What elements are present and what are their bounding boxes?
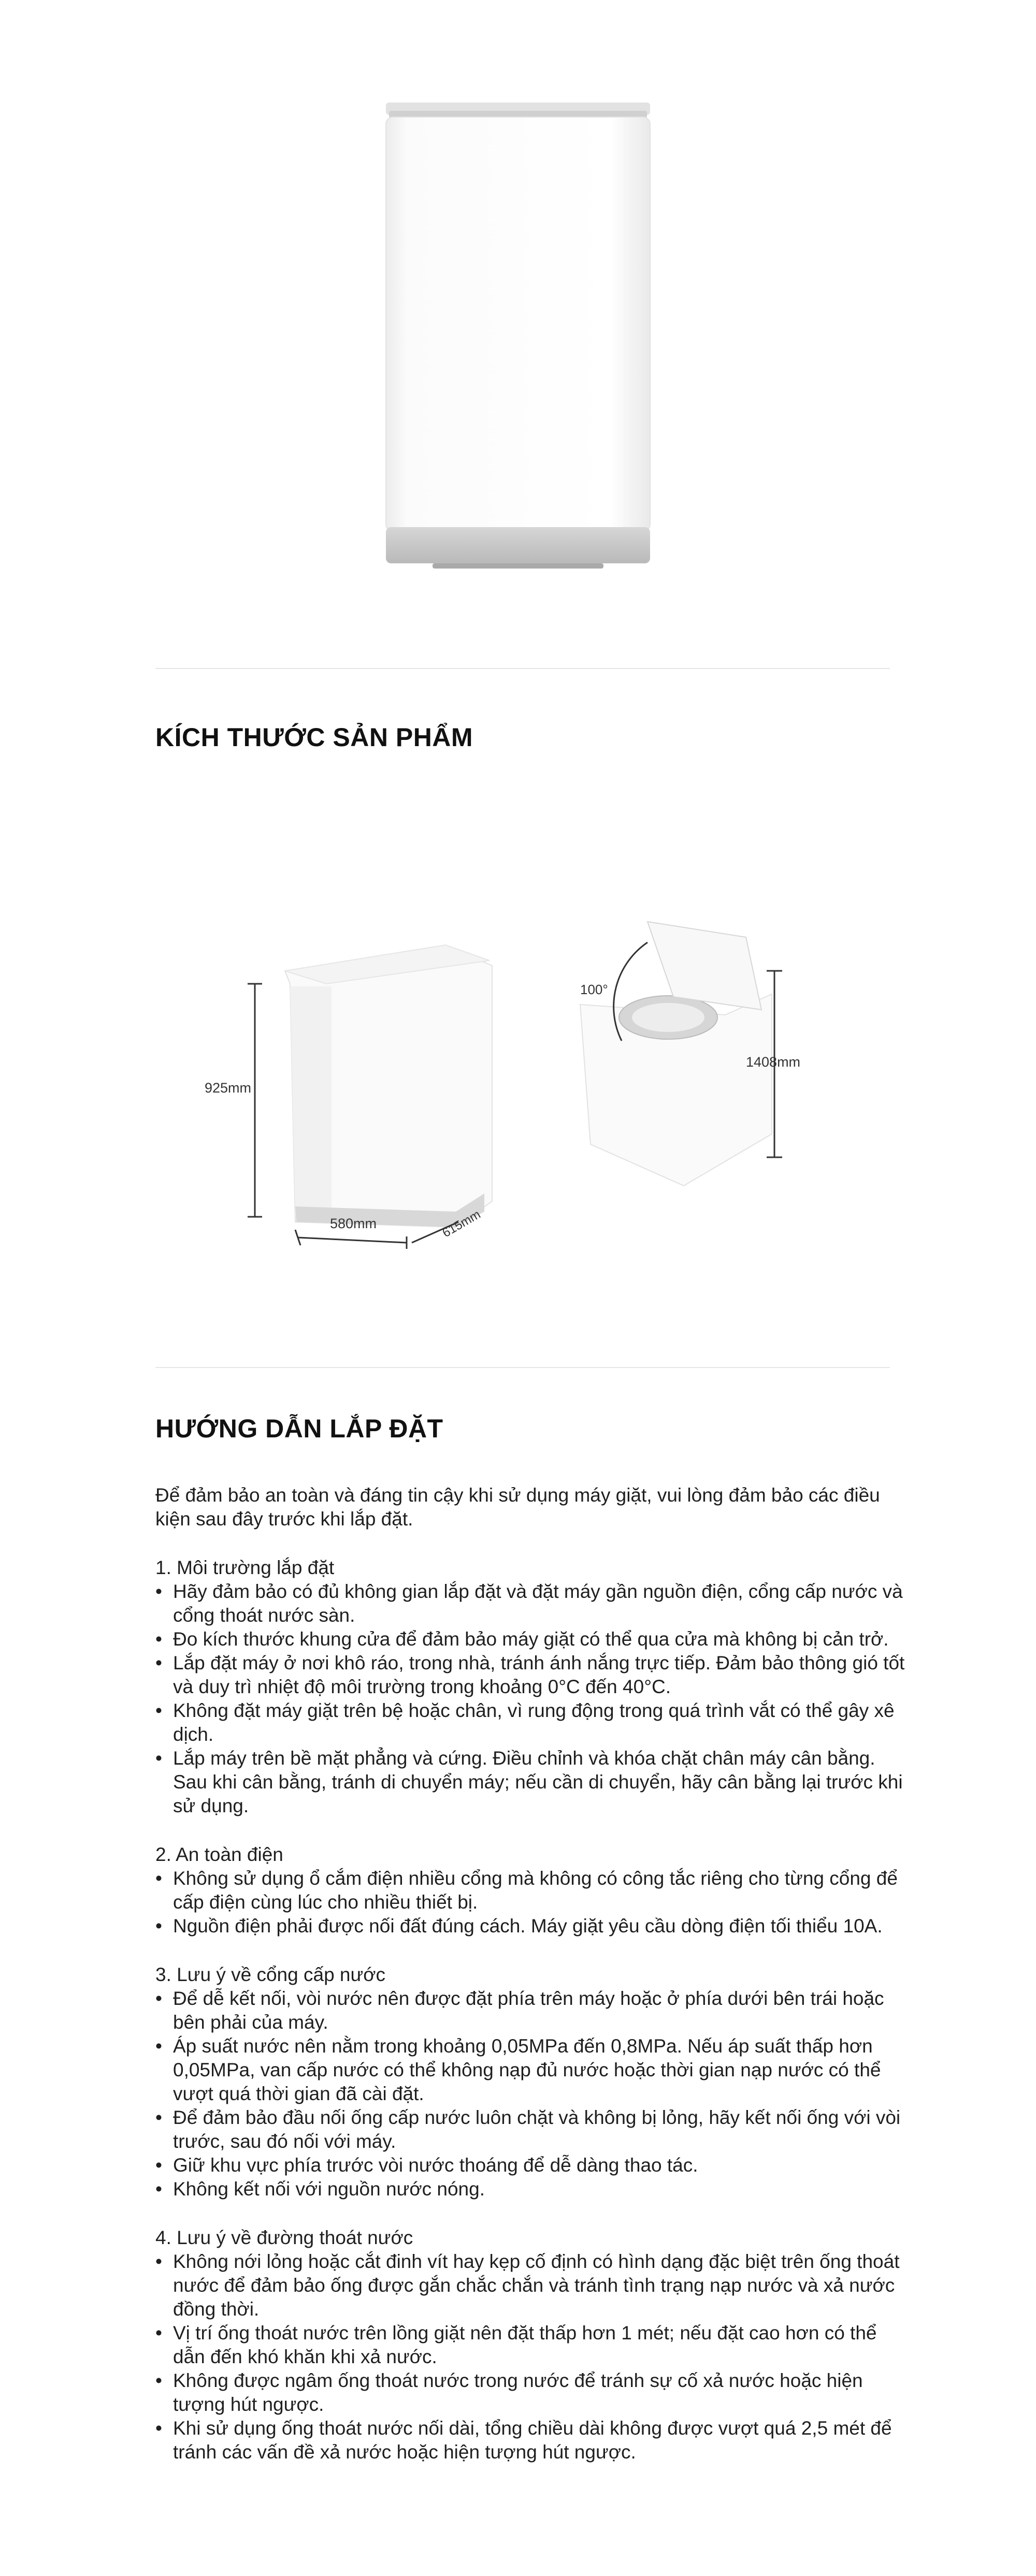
depth-label: 615mm [440, 1207, 483, 1241]
list-item: • Không sử dụng ổ cắm điện nhiều cổng mà không có công tắc riêng cho từng cổng để cấp điện cùng lúc cho nhiều thiết bị. [155, 1867, 912, 1914]
lid-angle-label: 100° [580, 982, 608, 997]
list-item: • Vị trí ống thoát nước trên lồng giặt nên đặt thấp hơn 1 mét; nếu đặt cao hơn có thể dẫn đến khó khăn khi xả nước. [155, 2321, 912, 2369]
list-item: • Lắp máy trên bề mặt phẳng và cứng. Điều chỉnh và khóa chặt chân máy cân bằng. Sau khi cân bằng, tránh di chuyển máy; nếu cần di chuyển, hãy cân bằng lại trước khi sử dụng. [155, 1747, 912, 1818]
list-item: • Để dễ kết nối, vòi nước nên được đặt phía trên máy hoặc ở phía dưới bên trái hoặc bên phải của máy. [155, 1987, 912, 2034]
install-heading: HƯỚNG DẪN LẮP ĐẶT [155, 1414, 443, 1443]
list-item: • Để đảm bảo đầu nối ống cấp nước luôn chặt và không bị lỏng, hãy kết nối ống với vòi trước, sau đó nối với máy. [155, 2106, 912, 2153]
list-item: • Đo kích thước khung cửa để đảm bảo máy giặt có thể qua cửa mà không bị cản trở. [155, 1627, 912, 1651]
install-section [155, 1556, 912, 1818]
list-item: • Hãy đảm bảo có đủ không gian lắp đặt và đặt máy gần nguồn điện, cổng cấp nước và cổng thoát nước sàn. [155, 1580, 912, 1627]
height-label: 925mm [204, 1080, 252, 1096]
dimensions-diagram [0, 911, 1036, 1274]
closed-machine-drawing [205, 945, 492, 1249]
list-item: • Không được ngâm ống thoát nước trong nước để tránh sự cố xả nước hoặc hiện tượng hút ngược. [155, 2369, 912, 2417]
install-section [155, 1843, 912, 1938]
section-title: 3. Lưu ý về cổng cấp nước [155, 1964, 386, 1985]
divider [155, 1367, 890, 1368]
list-item: • Áp suất nước nên nằm trong khoảng 0,05MPa đến 0,8MPa. Nếu áp suất thấp hơn 0,05MPa, van cấp nước có thể không nạp đủ nước hoặc thời gian nạp nước có thể vượt quá thời gian đã cài đặt. [155, 2034, 912, 2106]
section-title: 2. An toàn điện [155, 1844, 283, 1865]
washing-machine-image [370, 98, 666, 590]
open-machine-drawing [580, 922, 800, 1186]
dimensions-heading: KÍCH THƯỚC SẢN PHẨM [155, 723, 473, 752]
list-item: • Lắp đặt máy ở nơi khô ráo, trong nhà, tránh ánh nắng trực tiếp. Đảm bảo thông gió tốt và duy trì nhiệt độ môi trường trong khoảng 0°C đến 40°C. [155, 1651, 912, 1699]
list-item: • Không đặt máy giặt trên bệ hoặc chân, vì rung động trong quá trình vắt có thể gây xê dịch. [155, 1699, 912, 1747]
install-section [155, 1963, 912, 2201]
list-item: • Không kết nối với nguồn nước nóng. [155, 2177, 912, 2201]
section-title: 4. Lưu ý về đường thoát nước [155, 2227, 413, 2248]
list-item: • Nguồn điện phải được nối đất đúng cách. Máy giặt yêu cầu dòng điện tối thiểu 10A. [155, 1914, 912, 1938]
open-height-label: 1408mm [746, 1054, 801, 1070]
list-item: • Giữ khu vực phía trước vòi nước thoáng để dễ dàng thao tác. [155, 2153, 912, 2177]
divider [155, 668, 890, 669]
install-body [155, 1483, 912, 2489]
list-item: • Không nới lỏng hoặc cắt đinh vít hay kẹp cố định có hình dạng đặc biệt trên ống thoát nước để đảm bảo ống được gắn chắc chắn và tránh tình trạng nạp nước và xả nước đồng thời. [155, 2250, 912, 2321]
section-title: 1. Môi trường lắp đặt [155, 1557, 335, 1578]
list-item: • Khi sử dụng ống thoát nước nối dài, tổng chiều dài không được vượt quá 2,5 mét để tránh các vấn đề xả nước hoặc hiện tượng hút ngược. [155, 2417, 912, 2464]
install-section [155, 2226, 912, 2464]
install-intro: Để đảm bảo an toàn và đáng tin cậy khi sử dụng máy giặt, vui lòng đảm bảo các điều kiện sau đây trước khi lắp đặt. [155, 1485, 880, 1530]
width-label: 580mm [329, 1216, 377, 1231]
